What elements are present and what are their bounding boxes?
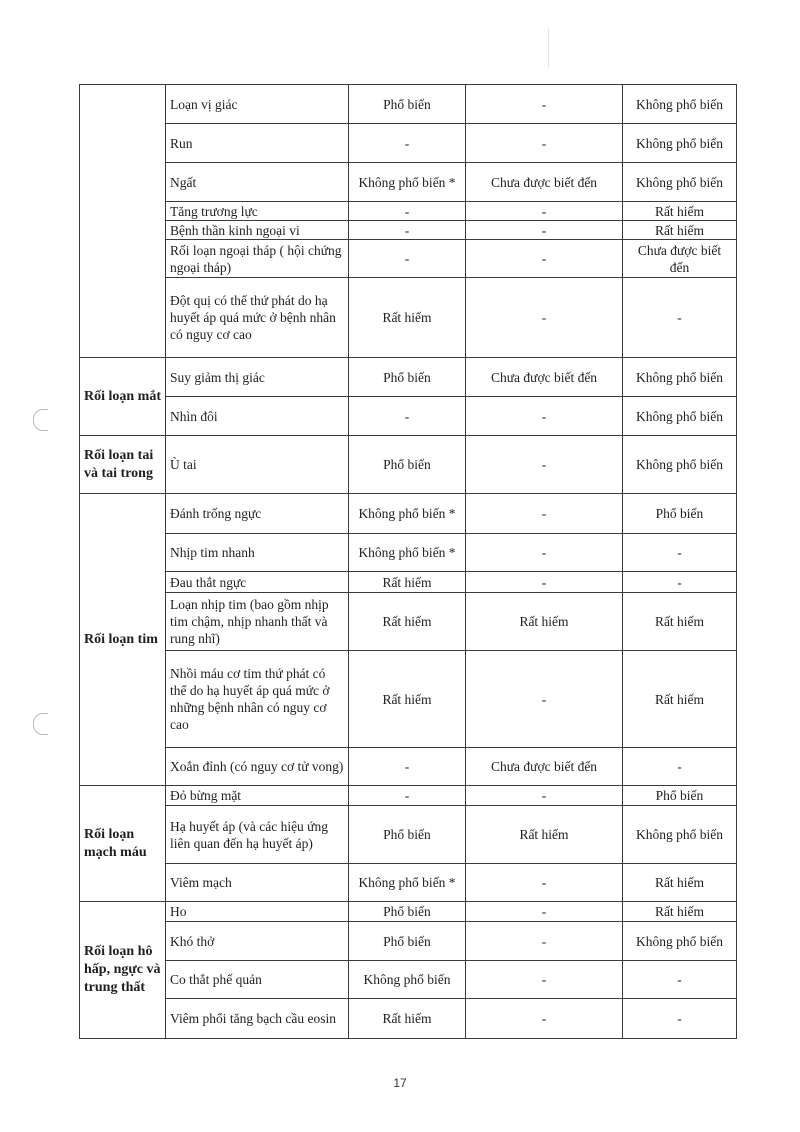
frequency-cell: -: [623, 534, 737, 572]
table-row: [80, 240, 737, 278]
table-row: [80, 358, 737, 397]
frequency-cell: Không phổ biến: [623, 922, 737, 961]
frequency-cell: Rất hiếm: [623, 221, 737, 240]
frequency-cell: Không phổ biến: [623, 85, 737, 124]
frequency-cell: -: [623, 278, 737, 358]
frequency-cell: Rất hiếm: [623, 202, 737, 221]
frequency-cell: -: [466, 436, 623, 494]
table-row: [80, 902, 737, 922]
frequency-cell: Không phổ biến: [623, 397, 737, 436]
frequency-cell: -: [349, 124, 466, 163]
adverse-cell: Rối loạn ngoại tháp ( hội chứng ngoại tháp): [166, 240, 349, 278]
adverse-effects-table: [79, 84, 737, 1039]
adverse-cell: Run: [166, 124, 349, 163]
frequency-cell: Chưa được biết đến: [466, 748, 623, 786]
table-row: [80, 221, 737, 240]
table-row: [80, 534, 737, 572]
adverse-cell: Loạn nhịp tim (bao gồm nhịp tim chậm, nhịp nhanh thất và rung nhĩ): [166, 593, 349, 651]
group-cell: Rối loạn tai và tai trong: [80, 436, 166, 494]
table-row: [80, 572, 737, 593]
adverse-cell: Suy giảm thị giác: [166, 358, 349, 397]
adverse-cell: Đánh trống ngực: [166, 494, 349, 534]
frequency-cell: -: [466, 85, 623, 124]
frequency-cell: Không phổ biến: [623, 806, 737, 864]
adverse-cell: Xoắn đỉnh (có nguy cơ tử vong): [166, 748, 349, 786]
adverse-cell: Hạ huyết áp (và các hiệu ứng liên quan đến hạ huyết áp): [166, 806, 349, 864]
frequency-cell: Không phổ biến: [623, 358, 737, 397]
frequency-cell: Không phổ biến *: [349, 494, 466, 534]
frequency-cell: Phổ biến: [349, 436, 466, 494]
frequency-cell: Không phổ biến: [623, 124, 737, 163]
table-row: [80, 163, 737, 202]
table-row: [80, 397, 737, 436]
adverse-cell: Nhịp tim nhanh: [166, 534, 349, 572]
table-row: [80, 748, 737, 786]
frequency-cell: -: [466, 240, 623, 278]
adverse-cell: Đau thắt ngực: [166, 572, 349, 593]
adverse-cell: Bệnh thần kinh ngoại vi: [166, 221, 349, 240]
frequency-cell: -: [466, 221, 623, 240]
frequency-cell: -: [349, 397, 466, 436]
frequency-cell: Rất hiếm: [349, 278, 466, 358]
adverse-cell: Ngất: [166, 163, 349, 202]
adverse-cell: Co thắt phế quản: [166, 961, 349, 999]
frequency-cell: Rất hiếm: [466, 593, 623, 651]
table-row: [80, 436, 737, 494]
table-row: [80, 651, 737, 748]
frequency-cell: Phổ biến: [349, 358, 466, 397]
group-cell: Rối loạn mắt: [80, 358, 166, 436]
table-row: [80, 806, 737, 864]
frequency-cell: Không phổ biến *: [349, 163, 466, 202]
frequency-cell: Rất hiếm: [623, 864, 737, 902]
frequency-cell: Rất hiếm: [466, 806, 623, 864]
frequency-cell: Rất hiếm: [349, 572, 466, 593]
table-row: [80, 593, 737, 651]
frequency-cell: -: [349, 748, 466, 786]
frequency-cell: -: [466, 278, 623, 358]
frequency-cell: Phổ biến: [349, 902, 466, 922]
frequency-cell: -: [466, 961, 623, 999]
adverse-cell: Tăng trương lực: [166, 202, 349, 221]
frequency-cell: Phổ biến: [349, 806, 466, 864]
table-row: [80, 961, 737, 999]
frequency-cell: -: [466, 397, 623, 436]
group-cell: Rối loạn mạch máu: [80, 786, 166, 902]
frequency-cell: Không phổ biến *: [349, 864, 466, 902]
adverse-cell: Ho: [166, 902, 349, 922]
frequency-cell: -: [466, 902, 623, 922]
frequency-cell: -: [623, 961, 737, 999]
frequency-cell: Phổ biến: [623, 494, 737, 534]
frequency-cell: Rất hiếm: [349, 651, 466, 748]
frequency-cell: -: [466, 494, 623, 534]
frequency-cell: Rất hiếm: [623, 902, 737, 922]
frequency-cell: Phổ biến: [623, 786, 737, 806]
adverse-cell: Nhìn đôi: [166, 397, 349, 436]
frequency-cell: Chưa được biết đến: [466, 163, 623, 202]
frequency-cell: -: [466, 786, 623, 806]
adverse-cell: Nhồi máu cơ tim thứ phát có thể do hạ huyết áp quá mức ở những bệnh nhân có nguy cơ cao: [166, 651, 349, 748]
adverse-cell: Loạn vị giác: [166, 85, 349, 124]
table-row: [80, 278, 737, 358]
frequency-cell: Rất hiếm: [623, 651, 737, 748]
frequency-cell: -: [466, 202, 623, 221]
punch-hole: [33, 409, 48, 431]
group-cell: [80, 85, 166, 358]
frequency-cell: Phổ biến: [349, 922, 466, 961]
frequency-cell: -: [466, 572, 623, 593]
adverse-cell: Khó thở: [166, 922, 349, 961]
table-row: [80, 124, 737, 163]
frequency-cell: -: [623, 748, 737, 786]
frequency-cell: -: [623, 572, 737, 593]
frequency-cell: -: [349, 221, 466, 240]
frequency-cell: -: [623, 999, 737, 1039]
adverse-cell: Ù tai: [166, 436, 349, 494]
group-cell: Rối loạn hô hấp, ngực và trung thất: [80, 902, 166, 1039]
table-row: [80, 85, 737, 124]
frequency-cell: -: [466, 999, 623, 1039]
table-row: [80, 864, 737, 902]
frequency-cell: -: [349, 202, 466, 221]
frequency-cell: Rất hiếm: [623, 593, 737, 651]
frequency-cell: Không phổ biến: [623, 436, 737, 494]
table-row: [80, 494, 737, 534]
adverse-cell: Đỏ bừng mặt: [166, 786, 349, 806]
table-row: [80, 999, 737, 1039]
frequency-cell: Phổ biến: [349, 85, 466, 124]
adverse-cell: Đột quị có thể thứ phát do hạ huyết áp quá mức ở bệnh nhân có nguy cơ cao: [166, 278, 349, 358]
frequency-cell: -: [466, 124, 623, 163]
frequency-cell: Không phổ biến: [623, 163, 737, 202]
adverse-cell: Viêm phổi tăng bạch cầu eosin: [166, 999, 349, 1039]
punch-hole: [33, 713, 48, 735]
table-row: [80, 786, 737, 806]
frequency-cell: -: [466, 651, 623, 748]
frequency-cell: Không phổ biến: [349, 961, 466, 999]
frequency-cell: -: [349, 240, 466, 278]
frequency-cell: -: [466, 864, 623, 902]
paper-fold-mark: [548, 28, 549, 68]
frequency-cell: -: [349, 786, 466, 806]
adverse-cell: Viêm mạch: [166, 864, 349, 902]
page-number: 17: [393, 1076, 407, 1090]
frequency-cell: Rất hiếm: [349, 593, 466, 651]
frequency-cell: -: [466, 922, 623, 961]
frequency-cell: Rất hiếm: [349, 999, 466, 1039]
frequency-cell: -: [466, 534, 623, 572]
frequency-cell: Chưa được biết đến: [466, 358, 623, 397]
frequency-cell: Chưa được biết đến: [623, 240, 737, 278]
frequency-cell: Không phổ biến *: [349, 534, 466, 572]
table-row: [80, 922, 737, 961]
table-row: [80, 202, 737, 221]
group-cell: Rối loạn tim: [80, 494, 166, 786]
